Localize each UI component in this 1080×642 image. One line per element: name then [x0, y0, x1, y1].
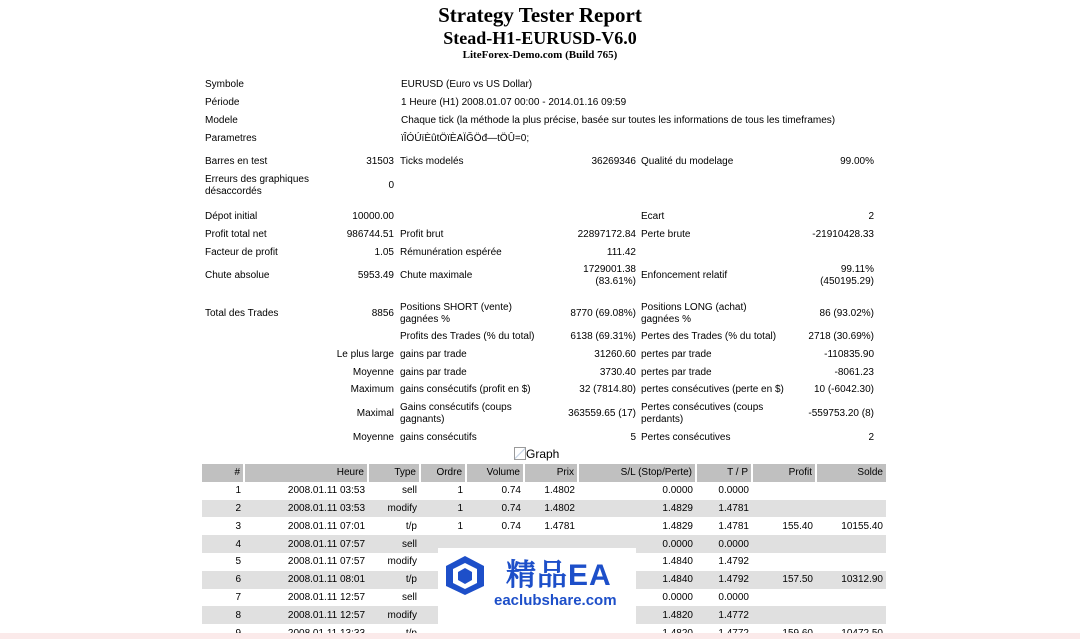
cell-heure: 2008.01.11 12:57: [244, 606, 368, 624]
cell-heure: 2008.01.11 12:57: [287, 591, 365, 603]
cube-logo-icon: [444, 554, 486, 596]
cell-heure: 2008.01.11 08:01: [244, 571, 368, 589]
parametres-label: Parametres: [205, 133, 257, 144]
bottom-strip: [0, 633, 1080, 639]
cell-tp: 0.0000: [718, 591, 749, 603]
cell-num: 7: [235, 591, 241, 603]
cell-ordre: 1: [420, 500, 466, 518]
depot-label: Dépot initial: [205, 211, 258, 222]
symbole-value: EURUSD (Euro vs US Dollar): [401, 79, 533, 90]
gains-consec-value: 32 (7814.80): [579, 384, 636, 395]
cell-volume: 0.74: [501, 485, 521, 497]
cell-tp: 1.4781: [718, 520, 749, 532]
cell-prix: 1.4802: [524, 500, 578, 518]
perte-brute-label: Perte brute: [641, 229, 691, 240]
pertes-coups-value: -559753.20 (8): [808, 408, 874, 419]
chute-max-value-2: (83.61%): [595, 276, 636, 287]
periode-label: Période: [205, 97, 240, 108]
ecart-label: Ecart: [641, 211, 665, 222]
cell-profit: 157.50: [752, 571, 816, 589]
col-header-heure: Heure: [244, 464, 368, 482]
cell-type: t/p: [405, 520, 417, 532]
remuneration-label: Rémunération espérée: [400, 247, 502, 258]
pertes-consec-value: 10 (-6042.30): [813, 384, 874, 395]
cell-profit: [752, 589, 816, 607]
pertes-trade-moy: -8061.23: [834, 367, 874, 378]
watermark-cn-text: 精品EA: [506, 559, 612, 592]
periode-value: 1 Heure (H1) 2008.01.07 00:00 - 2014.01.16 09:59: [401, 97, 627, 108]
cell-profit: [752, 606, 816, 624]
broken-image-icon: [514, 447, 526, 460]
pertes-trades-label: Pertes des Trades (% du total): [641, 331, 777, 342]
cell-heure: 2008.01.11 03:53: [244, 500, 368, 518]
enfoncement-label: Enfoncement relatif: [641, 270, 728, 281]
cell-num: 8: [202, 606, 244, 624]
cell-profit: 155.40: [782, 520, 813, 532]
erreurs-value: 0: [388, 180, 394, 191]
enfoncement-value-2: (450195.29): [820, 276, 874, 287]
cell-num: 6: [202, 571, 244, 589]
table-row: [202, 517, 886, 535]
cell-tp: 1.4792: [718, 556, 749, 568]
pertes-trade-label: pertes par trade: [641, 349, 712, 360]
cell-type: sell: [401, 591, 417, 603]
col-header-prix: Prix: [524, 464, 578, 482]
cell-heure: 2008.01.11 03:53: [287, 485, 365, 497]
maximal-label: Maximal: [356, 408, 394, 419]
moyenne2-label: Moyenne: [352, 432, 394, 443]
profit-brut-value: 22897172.84: [577, 229, 636, 240]
table-row: [202, 500, 886, 518]
pertes-coups-label: Pertes consécutives (coups perdants): [641, 402, 764, 425]
depot-value: 10000.00: [352, 211, 394, 222]
enfoncement-value-1: 99.11%: [840, 264, 874, 275]
report-build: LiteForex-Demo.com (Build 765): [462, 49, 618, 61]
profit-total-value: 986744.51: [346, 229, 394, 240]
cell-tp: 1.4772: [696, 606, 752, 624]
total-trades-label: Total des Trades: [205, 308, 279, 319]
erreurs-label: Erreurs des graphiques désaccordés: [205, 174, 309, 197]
chute-max-value-1: 1729001.38: [583, 264, 636, 275]
cell-tp: 1.4781: [696, 500, 752, 518]
pertes-consec-label: pertes consécutives (perte en $): [641, 384, 784, 395]
cell-solde: [816, 606, 886, 624]
gains-trade-moy: 3730.40: [599, 367, 636, 378]
col-header-type: Type: [368, 464, 420, 482]
cell-sl: 1.4829: [578, 500, 696, 518]
cell-tp: 0.0000: [696, 535, 752, 553]
cell-num: 2: [202, 500, 244, 518]
perte-brute-value: -21910428.33: [812, 229, 874, 240]
col-header-tp: T / P: [696, 464, 752, 482]
cell-type: modify: [368, 606, 420, 624]
summary-table: [202, 76, 878, 148]
cell-volume: 0.74: [501, 520, 521, 532]
graph-alt-text: Graph: [526, 447, 560, 461]
remuneration-value: 111.42: [606, 247, 636, 258]
maximum-label: Maximum: [350, 384, 394, 395]
cell-sl: 1.4829: [662, 520, 693, 532]
cell-sl: 1.4820: [578, 606, 696, 624]
cell-ordre: 1: [457, 485, 463, 497]
qualite-value: 99.00%: [840, 156, 874, 167]
barres-value: 31503: [366, 156, 394, 167]
gains-coups-value: 363559.65 (17): [568, 408, 636, 419]
cell-type: modify: [387, 556, 417, 568]
cell-type: sell: [401, 485, 417, 497]
gains-trade-label-2: gains par trade: [400, 367, 467, 378]
profit-brut-label: Profit brut: [400, 229, 444, 240]
gains-trade-label: gains par trade: [400, 349, 467, 360]
col-header-solde: Solde: [816, 464, 886, 482]
pertes-consec2-label: Pertes consécutives: [641, 432, 731, 443]
cell-sl: 1.4840: [662, 556, 693, 568]
cell-prix: 1.4781: [544, 520, 575, 532]
pertes-trades-value: 2718 (30.69%): [808, 331, 874, 342]
barres-label: Barres en test: [205, 156, 268, 167]
cell-sl: 0.0000: [578, 535, 696, 553]
cell-solde: [816, 535, 886, 553]
moyenne-label: Moyenne: [352, 367, 394, 378]
gains-consec2-value: 5: [630, 432, 636, 443]
chute-absolue-value: 5953.49: [357, 270, 394, 281]
profits-trades-value: 6138 (69.31%): [570, 331, 636, 342]
cell-heure: 2008.01.11 07:57: [287, 556, 365, 568]
col-header-num: #: [202, 464, 244, 482]
long-value: 86 (93.02%): [819, 308, 874, 319]
report-header: [0, 0, 1080, 62]
cell-prix: 1.4802: [544, 485, 575, 497]
cell-solde: [816, 589, 886, 607]
plus-large-label: Le plus large: [336, 349, 394, 360]
cell-num: 4: [202, 535, 244, 553]
short-label: Positions SHORT (vente) gagnées %: [400, 302, 512, 325]
cell-tp: 1.4792: [696, 571, 752, 589]
cell-type: sell: [368, 535, 420, 553]
ecart-value: 2: [868, 211, 874, 222]
cell-sl: 0.0000: [662, 591, 693, 603]
gains-coups-label: Gains consécutifs (coups gagnants): [400, 402, 512, 425]
cell-solde: [816, 500, 886, 518]
cell-tp: 0.0000: [718, 485, 749, 497]
cell-type: t/p: [368, 571, 420, 589]
cell-volume: 0.74: [466, 500, 524, 518]
pertes-trade-large: -110835.90: [824, 349, 874, 360]
long-label: Positions LONG (achat) gagnées %: [641, 302, 747, 325]
profits-trades-label: Profits des Trades (% du total): [400, 331, 535, 342]
cell-solde: 10312.90: [816, 571, 886, 589]
cell-num: 1: [235, 485, 241, 497]
table-row: [202, 482, 886, 500]
parametres-value: ïÎÓÚïÈûtÖïÈAÏĞÖđ—tÖÛ=0;: [401, 133, 530, 144]
graph-broken-image: [514, 447, 559, 461]
modele-label: Modele: [205, 115, 238, 126]
watermark: [438, 548, 636, 626]
facteur-value: 1.05: [374, 247, 394, 258]
cell-num: 5: [235, 556, 241, 568]
cell-profit: [752, 500, 816, 518]
gains-trade-large: 31260.60: [594, 349, 636, 360]
cell-num: 3: [235, 520, 241, 532]
cell-ordre: 1: [457, 520, 463, 532]
pertes-consec2-value: 2: [868, 432, 874, 443]
pertes-trade-label-2: pertes par trade: [641, 367, 712, 378]
gains-consec-label: gains consécutifs (profit en $): [400, 384, 531, 395]
cell-sl: 1.4840: [578, 571, 696, 589]
gains-consec2-label: gains consécutifs: [400, 432, 477, 443]
cell-heure: 2008.01.11 07:57: [244, 535, 368, 553]
report-title: Strategy Tester Report: [438, 3, 642, 27]
cell-solde: [816, 482, 886, 500]
cell-profit: [752, 482, 816, 500]
col-header-ordre: Ordre: [420, 464, 466, 482]
ticks-value: 36269346: [591, 156, 636, 167]
modele-value: Chaque tick (la méthode la plus précise, basée sur toutes les informations de tous les timeframes): [401, 115, 836, 126]
chute-absolue-label: Chute absolue: [205, 270, 270, 281]
cell-solde: [816, 553, 886, 571]
facteur-label: Facteur de profit: [205, 247, 278, 258]
report-subtitle: Stead-H1-EURUSD-V6.0: [443, 28, 637, 48]
short-value: 8770 (69.08%): [570, 308, 636, 319]
cell-type: modify: [368, 500, 420, 518]
col-header-volume: Volume: [466, 464, 524, 482]
cell-solde: 10155.40: [841, 520, 883, 532]
cell-profit: [752, 553, 816, 571]
col-header-sl: S/L (Stop/Perte): [578, 464, 696, 482]
qualite-label: Qualité du modelage: [641, 156, 734, 167]
symbole-label: Symbole: [205, 79, 244, 90]
ticks-label: Ticks modelés: [400, 156, 464, 167]
col-header-profit: Profit: [752, 464, 816, 482]
total-trades-value: 8856: [371, 308, 394, 319]
cell-profit: [752, 535, 816, 553]
trades-header-row: [202, 464, 886, 482]
chute-max-label: Chute maximale: [400, 270, 473, 281]
profit-total-label: Profit total net: [205, 229, 267, 240]
cell-heure: 2008.01.11 07:01: [287, 520, 365, 532]
cell-sl: 0.0000: [662, 485, 693, 497]
watermark-url: eaclubshare.com: [494, 592, 617, 609]
